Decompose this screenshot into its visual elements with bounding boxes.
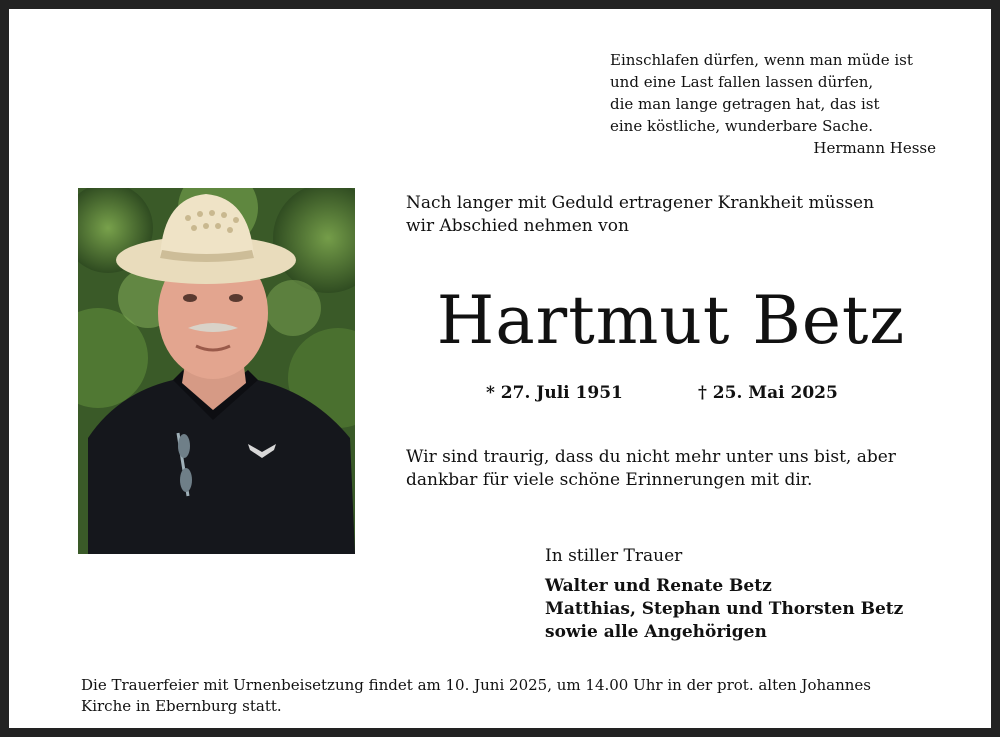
mourner-name: Matthias, Stephan und Thorsten Betz <box>545 599 904 619</box>
quote-line: eine köstliche, wunderbare Sache. <box>610 117 873 135</box>
funeral-line: Die Trauerfeier mit Urnenbeisetzung findet am 10. Juni 2025, um 14.00 Uhr in der prot. alten Johannes <box>81 676 871 694</box>
message-line: Wir sind traurig, dass du nicht mehr unter uns bist, aber <box>406 447 896 467</box>
quote-line: die man lange getragen hat, das ist <box>610 95 880 113</box>
farewell-message <box>406 446 946 492</box>
mourners-heading: In stiller Trauer <box>545 546 683 566</box>
poem-quote <box>610 49 940 159</box>
birth-date: * 27. Juli 1951 <box>486 383 623 403</box>
funeral-line: Kirche in Ebernburg statt. <box>81 697 282 715</box>
mourners-block <box>545 545 945 644</box>
intro-text <box>406 192 946 238</box>
intro-line: wir Abschied nehmen von <box>406 216 629 236</box>
mourner-name: Walter und Renate Betz <box>545 576 772 596</box>
death-date: † 25. Mai 2025 <box>698 383 838 403</box>
deceased-name: Hartmut Betz <box>436 282 906 359</box>
portrait-illustration <box>78 188 355 554</box>
quote-author: Hermann Hesse <box>813 139 936 157</box>
quote-line: Einschlafen dürfen, wenn man müde ist <box>610 51 913 69</box>
message-line: dankbar für viele schöne Erinnerungen mit dir. <box>406 470 813 490</box>
portrait-photo <box>78 188 355 554</box>
quote-line: und eine Last fallen lassen dürfen, <box>610 73 874 91</box>
funeral-notice <box>81 675 941 717</box>
mourner-name: sowie alle Angehörigen <box>545 622 767 642</box>
intro-line: Nach langer mit Geduld ertragener Krankheit müssen <box>406 193 875 213</box>
